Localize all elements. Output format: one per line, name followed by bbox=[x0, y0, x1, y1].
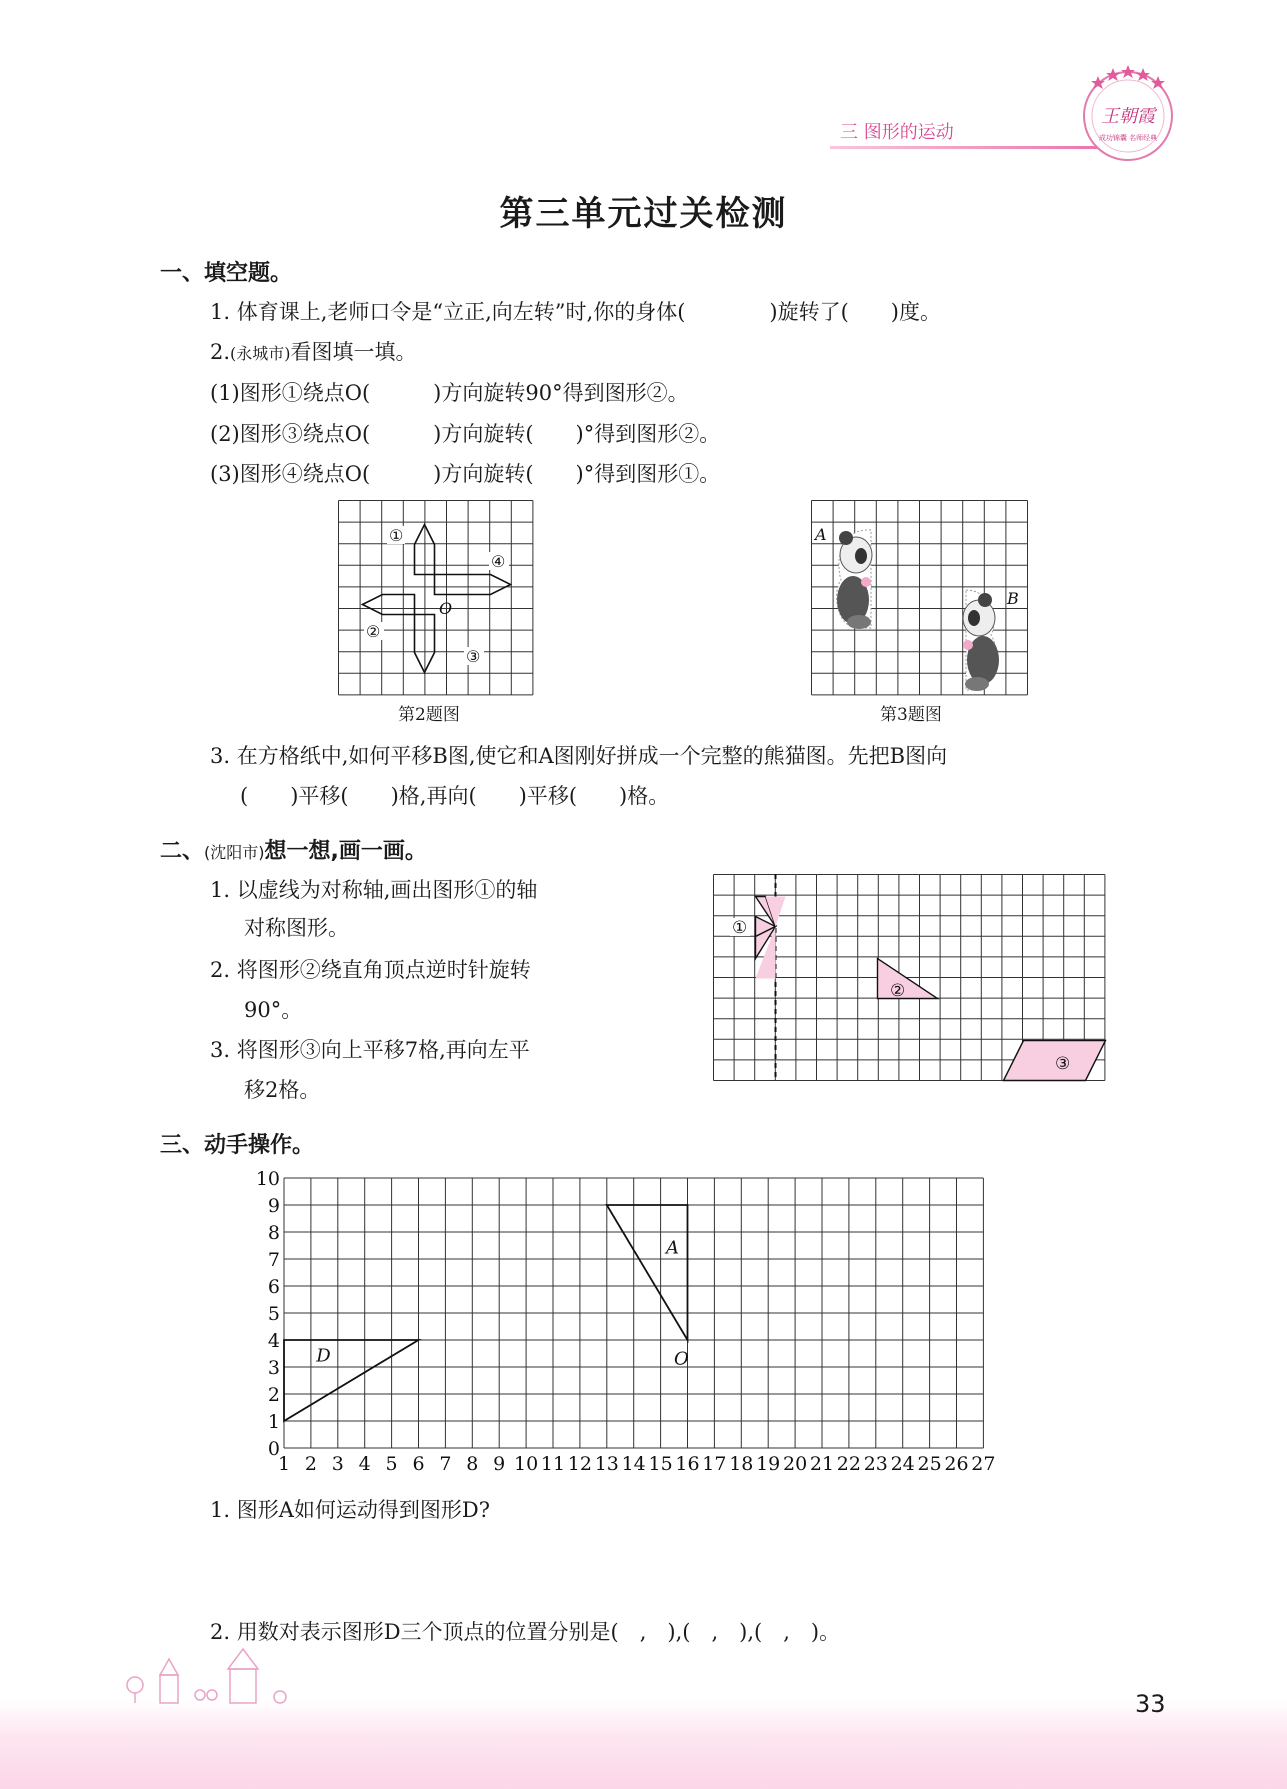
y-tick-label: 8 bbox=[267, 1222, 280, 1244]
label-A: A bbox=[665, 1237, 679, 1259]
figure-A-triangle bbox=[607, 1205, 688, 1340]
x-tick-label: 3 bbox=[331, 1453, 344, 1475]
x-tick-label: 17 bbox=[702, 1453, 727, 1475]
x-tick-label: 11 bbox=[540, 1453, 566, 1475]
figure-2-shapes bbox=[363, 525, 511, 673]
fig2-label-1: ① bbox=[389, 526, 404, 545]
fig3-label-B: B bbox=[1007, 589, 1019, 608]
label-D: D bbox=[316, 1345, 331, 1367]
s2-item-1b: 对称图形。 bbox=[244, 916, 349, 940]
q2-source: (永城市) bbox=[230, 344, 291, 363]
x-tick-label: 26 bbox=[944, 1453, 969, 1475]
x-tick-label: 8 bbox=[466, 1453, 479, 1475]
s1-question-2-3: (3)图形④绕点O( )方向旋转( )°得到图形①。 bbox=[210, 462, 721, 486]
section2-source: (沈阳市) bbox=[204, 843, 265, 862]
y-tick-label: 4 bbox=[267, 1330, 280, 1352]
x-tick-label: 13 bbox=[594, 1453, 619, 1475]
x-tick-label: 20 bbox=[783, 1453, 808, 1475]
x-tick-label: 4 bbox=[358, 1453, 371, 1475]
y-tick-label: 5 bbox=[267, 1303, 280, 1325]
y-tick-label: 2 bbox=[267, 1384, 280, 1406]
s2-item-3b: 移2格。 bbox=[244, 1078, 321, 1102]
s2-label-1: ① bbox=[732, 918, 748, 938]
s2-item-2a: 2. 将图形②绕直角顶点逆时针旋转 bbox=[210, 958, 531, 982]
section2-title: 想一想,画一画。 bbox=[264, 839, 427, 864]
x-tick-label: 24 bbox=[890, 1453, 915, 1475]
logo-text: 王朝霞 bbox=[1101, 106, 1155, 127]
figure-2-caption: 第2题图 bbox=[398, 705, 460, 725]
s1-question-3-line1: 3. 在方格纸中,如何平移B图,使它和A图刚好拼成一个完整的熊猫图。先把B图向 bbox=[210, 744, 948, 768]
x-tick-label: 1 bbox=[277, 1453, 291, 1475]
x-tick-label: 25 bbox=[917, 1453, 942, 1475]
fig3-label-A: A bbox=[815, 525, 827, 544]
fig2-label-O: O bbox=[439, 599, 453, 618]
x-tick-label: 10 bbox=[514, 1453, 539, 1475]
s1-question-2-1: (1)图形①绕点O( )方向旋转90°得到图形②。 bbox=[210, 381, 689, 405]
x-tick-label: 21 bbox=[809, 1453, 835, 1475]
y-tick-label: 1 bbox=[267, 1411, 280, 1433]
x-tick-label: 15 bbox=[648, 1453, 673, 1475]
s2-item-3a: 3. 将图形③向上平移7格,再向左平 bbox=[210, 1038, 530, 1062]
s3-question-2: 2. 用数对表示图形D三个顶点的位置分别是( , ),( , ),( , )。 bbox=[210, 1620, 841, 1644]
section2-heading bbox=[160, 834, 427, 865]
x-tick-label: 23 bbox=[863, 1453, 888, 1475]
y-tick-label: 9 bbox=[267, 1195, 280, 1217]
shape-4-arrow bbox=[435, 575, 511, 595]
section3-heading: 三、动手操作。 bbox=[160, 1133, 315, 1158]
panda-half-A bbox=[837, 530, 872, 629]
y-tick-label: 0 bbox=[267, 1438, 280, 1460]
x-tick-label: 9 bbox=[493, 1453, 506, 1475]
y-tick-label: 6 bbox=[267, 1276, 280, 1298]
q2-number: 2. bbox=[210, 340, 231, 364]
x-tick-label: 16 bbox=[675, 1453, 700, 1475]
figure-3-grid bbox=[811, 500, 1029, 698]
section1-heading: 一、填空题。 bbox=[160, 261, 293, 286]
y-tick-label: 7 bbox=[267, 1249, 280, 1271]
x-tick-label: 6 bbox=[412, 1453, 425, 1475]
castle-decoration-icon bbox=[120, 1645, 320, 1705]
s2-label-2: ② bbox=[890, 981, 906, 1001]
s3-question-1: 1. 图形A如何运动得到图形D? bbox=[210, 1498, 490, 1522]
s1-question-2-intro bbox=[210, 336, 417, 366]
s1-question-2-2: (2)图形③绕点O( )方向旋转( )°得到图形②。 bbox=[210, 422, 721, 446]
shape-2-triangle bbox=[878, 959, 938, 999]
logo-subtext: 成功锦囊 名师经典 bbox=[1098, 134, 1158, 142]
x-tick-label: 2 bbox=[304, 1453, 317, 1475]
footer-band bbox=[0, 1700, 1287, 1789]
fig2-label-2: ② bbox=[366, 622, 381, 641]
label-O: O bbox=[674, 1348, 689, 1370]
x-tick-label: 27 bbox=[971, 1453, 996, 1475]
s2-item-2b: 90°。 bbox=[244, 998, 303, 1022]
y-tick-label: 3 bbox=[267, 1357, 280, 1379]
s1-question-1: 1. 体育课上,老师口令是“立正,向左转”时,你的身体( )旋转了( )度。 bbox=[210, 300, 941, 324]
fig2-label-4: ④ bbox=[491, 552, 506, 571]
x-tick-label: 22 bbox=[836, 1453, 861, 1475]
fig2-label-3: ③ bbox=[466, 647, 481, 666]
publisher-logo bbox=[1076, 62, 1180, 166]
figure-D-triangle bbox=[284, 1340, 419, 1421]
section2-number: 二、 bbox=[160, 839, 205, 864]
s2-label-3: ③ bbox=[1055, 1054, 1071, 1074]
figure-2-grid bbox=[338, 500, 536, 698]
x-tick-label: 12 bbox=[567, 1453, 592, 1475]
x-tick-label: 14 bbox=[621, 1453, 646, 1475]
page-title: 第三单元过关检测 bbox=[499, 194, 788, 234]
x-tick-label: 19 bbox=[756, 1453, 781, 1475]
q2-text: 看图填一填。 bbox=[290, 340, 417, 364]
shape-2-arrow bbox=[363, 595, 415, 615]
x-tick-label: 5 bbox=[385, 1453, 398, 1475]
section2-grid bbox=[713, 874, 1106, 1082]
coordinate-grid bbox=[255, 1168, 1042, 1480]
y-tick-label: 10 bbox=[255, 1168, 280, 1190]
figure-3-caption: 第3题图 bbox=[880, 705, 942, 725]
page-number: 33 bbox=[1135, 1690, 1166, 1718]
x-tick-label: 7 bbox=[439, 1453, 452, 1475]
section-tag: 三 图形的运动 bbox=[840, 122, 954, 143]
s2-item-1a: 1. 以虚线为对称轴,画出图形①的轴 bbox=[210, 878, 538, 902]
s1-question-3-line2: ( )平移( )格,再向( )平移( )格。 bbox=[240, 784, 670, 808]
panda-half-B bbox=[963, 590, 999, 691]
x-tick-label: 18 bbox=[729, 1453, 754, 1475]
